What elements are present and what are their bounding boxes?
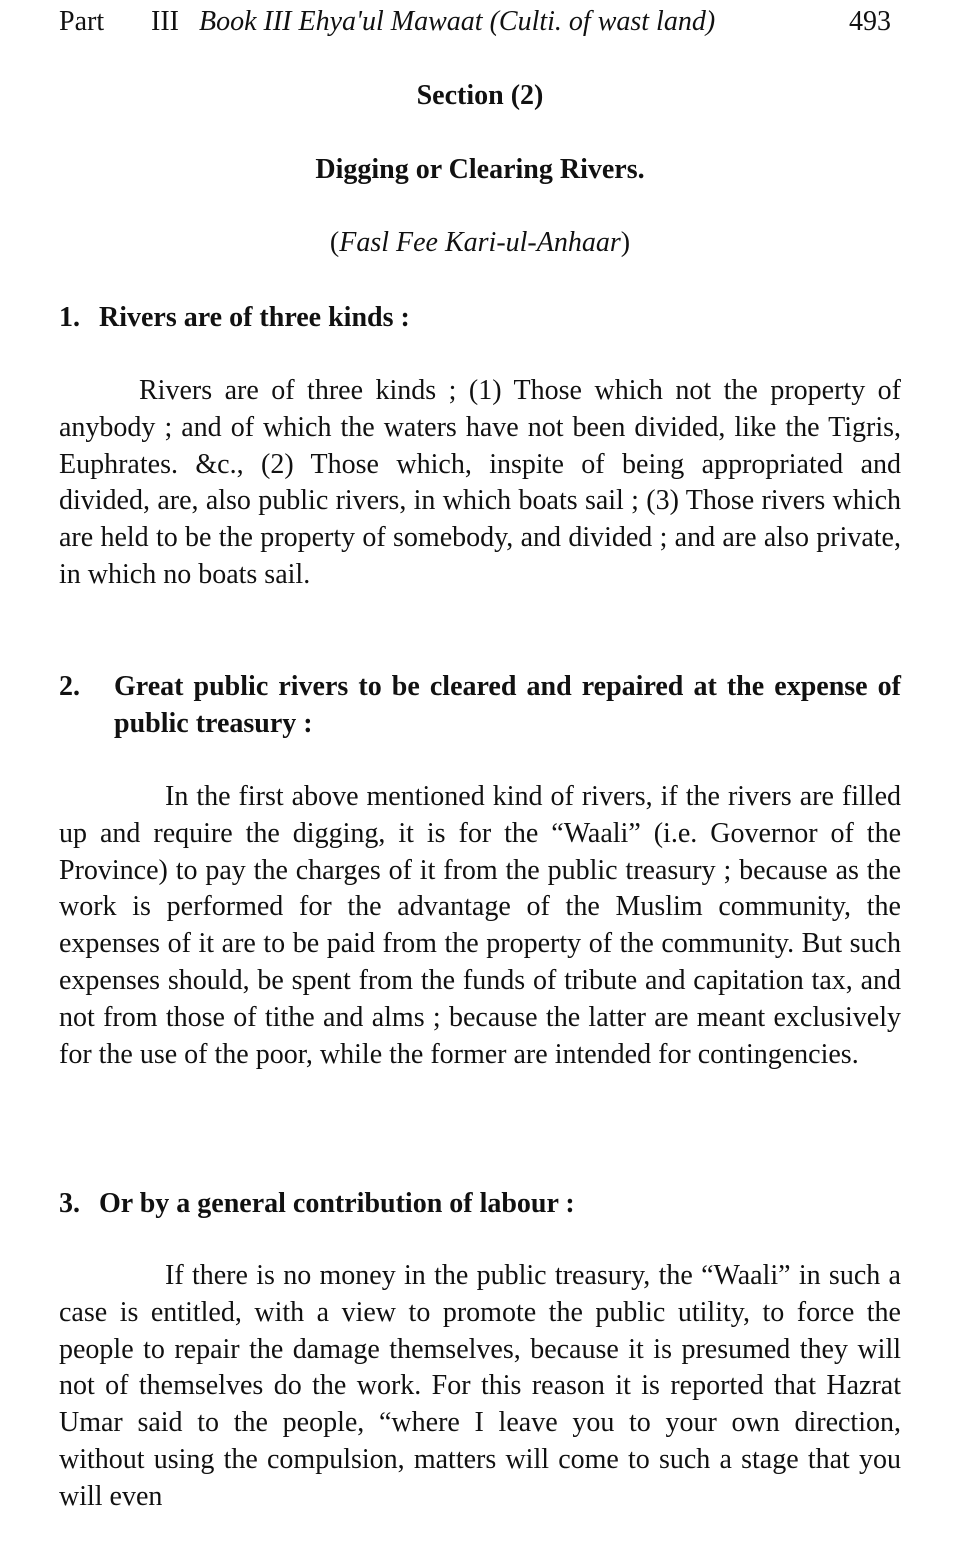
- section-subtitle: [59, 225, 901, 261]
- item-3-body: If there is no money in the public treasury, the “Waali” in such a case is entitled, with a view to promote the public utility, to force the people to repair the damage themselves, because it is presumed they will not of themselves do the work. For this reason it is reported that Hazrat Umar said to the people, “where I leave you to your own direction, without using the compulsion, matters will come to such a stage that you will even: [59, 1260, 901, 1512]
- part-label: Part: [59, 6, 105, 37]
- book-title: Book III Ehya'ul Mawaat (Culti. of wast land): [199, 6, 716, 37]
- item-1-heading-text: Rivers are of three kinds :: [99, 302, 410, 333]
- subtitle-close-paren: ): [620, 227, 631, 258]
- page-number: 493: [849, 6, 891, 37]
- item-1-body: Rivers are of three kinds ; (1) Those which not the property of anybody ; and of which the waters have not been divided, like the Tigris, Euphrates. &c., (2) Those which, inspite of being appropriated and divided, are, also public rivers, in which boats sail ; (3) Those rivers which are held to be the property of somebody, and divided ; and are also private, in which no boats sail.: [59, 375, 901, 590]
- item-2-number: 2.: [59, 671, 80, 702]
- item-2-heading: [59, 668, 901, 742]
- item-3-heading-text: Or by a general contribution of labour :: [99, 1188, 575, 1219]
- item-3-number: 3.: [59, 1188, 80, 1219]
- item-2-heading-text: Great public rivers to be cleared and repaired at the expense of public treasury :: [114, 671, 901, 739]
- item-2-body: In the first above mentioned kind of rivers, if the rivers are filled up and require the digging, it is for the “Waali” (i.e. Governor of the Province) to pay the charges of it from the public treasury ; because as the work is performed for the advantage of the Muslim community, the expenses of it are to be paid from the property of the community. But such expenses should, be spent from the funds of tribute and capitation tax, and not from those of tithe and alms ; because the latter are meant exclusively for the use of the poor, while the former are intended for contingencies.: [59, 781, 901, 1070]
- section-title: Digging or Clearing Rivers.: [315, 154, 645, 185]
- item-1-heading: [59, 299, 901, 336]
- part-number: III: [151, 6, 179, 37]
- item-1-number: 1.: [59, 302, 80, 333]
- item-3-heading: [59, 1185, 901, 1222]
- subtitle-transliteration: Fasl Fee Kari-ul-Anhaar: [339, 227, 621, 258]
- document-page: [59, 0, 901, 1548]
- section-label: Section (2): [416, 80, 544, 111]
- subtitle-open-paren: (: [329, 227, 340, 258]
